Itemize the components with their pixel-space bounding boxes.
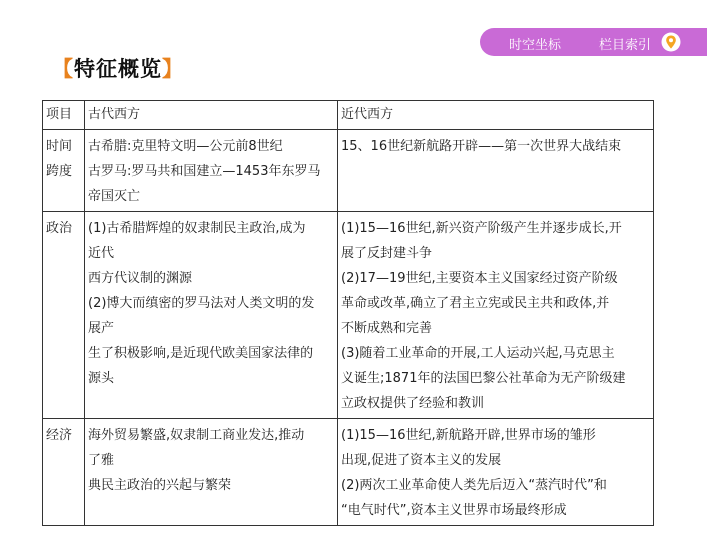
cell-line: (1)古希腊辉煌的奴隶制民主政治,成为 [88, 221, 306, 236]
table-row [43, 212, 654, 419]
nav-timeline[interactable]: 时空坐标 [509, 38, 562, 53]
cell-line: 了雅 [88, 453, 115, 468]
top-nav-bar [480, 28, 707, 56]
cell-line: (2)两次工业革命使人类先后迈入“蒸汽时代”和 [341, 478, 607, 493]
row-ancient-economy [85, 419, 338, 526]
cell-line: 帝国灭亡 [88, 189, 141, 204]
row-item-economy [43, 419, 85, 526]
table-row [43, 419, 654, 526]
cell-line: 源头 [88, 371, 115, 386]
table-header-row [43, 101, 654, 130]
cell-line: 古希腊:克里特文明—公元前8世纪 [88, 139, 283, 154]
cell-line: 立政权提供了经验和教训 [341, 396, 485, 411]
header-ancient: 古代西方 [85, 101, 338, 130]
cell-line: 展产 [88, 321, 115, 336]
cell-line: 义诞生;1871年的法国巴黎公社革命为无产阶级建 [341, 371, 626, 386]
header-item: 项目 [43, 101, 85, 130]
cell-line: 古罗马:罗马共和国建立—1453年东罗马 [88, 164, 321, 179]
cell-line: 15、16世纪新航路开辟——第一次世界大战结束 [341, 139, 622, 154]
cell-line: 不断成熟和完善 [341, 321, 433, 336]
row-modern-time [338, 130, 654, 212]
header-modern: 近代西方 [338, 101, 654, 130]
cell-line: 展了反封建斗争 [341, 246, 433, 261]
section-title [52, 53, 184, 83]
cell-line: 时间 [46, 139, 73, 154]
row-modern-economy [338, 419, 654, 526]
cell-line: (2)博大而缜密的罗马法对人类文明的发 [88, 296, 315, 311]
cell-line: 近代 [88, 246, 115, 261]
cell-line: 政治 [46, 221, 73, 236]
cell-line: “电气时代”,资本主义世界市场最终形成 [341, 503, 567, 518]
cell-line: (3)随着工业革命的开展,工人运动兴起,马克思主 [341, 346, 615, 361]
bracket-right: 】 [162, 57, 184, 81]
cell-line: 海外贸易繁盛,奴隶制工商业发达,推动 [88, 428, 305, 443]
location-pin-icon[interactable] [661, 32, 681, 52]
cell-line: (1)15—16世纪,新兴资产阶级产生并逐步成长,开 [341, 221, 622, 236]
cell-line: (2)17—19世纪,主要资本主义国家经过资产阶级 [341, 271, 618, 286]
cell-line: 典民主政治的兴起与繁荣 [88, 478, 232, 493]
cell-line: 革命或改革,确立了君主立宪或民主共和政体,并 [341, 296, 610, 311]
cell-line: 西方代议制的渊源 [88, 271, 193, 286]
overview-table [42, 100, 654, 526]
cell-line: 生了积极影响,是近现代欧美国家法律的 [88, 346, 314, 361]
row-ancient-politics [85, 212, 338, 419]
cell-line: 跨度 [46, 164, 73, 179]
row-item-politics [43, 212, 85, 419]
row-ancient-time [85, 130, 338, 212]
cell-line: (1)15—16世纪,新航路开辟,世界市场的雏形 [341, 428, 596, 443]
row-item-time [43, 130, 85, 212]
cell-line: 经济 [46, 428, 73, 443]
bracket-left: 【 [52, 57, 74, 81]
row-modern-politics [338, 212, 654, 419]
table-row [43, 130, 654, 212]
cell-line: 出现,促进了资本主义的发展 [341, 453, 502, 468]
section-title-text: 特征概览 [74, 57, 162, 81]
nav-index[interactable]: 栏目索引 [599, 38, 652, 53]
